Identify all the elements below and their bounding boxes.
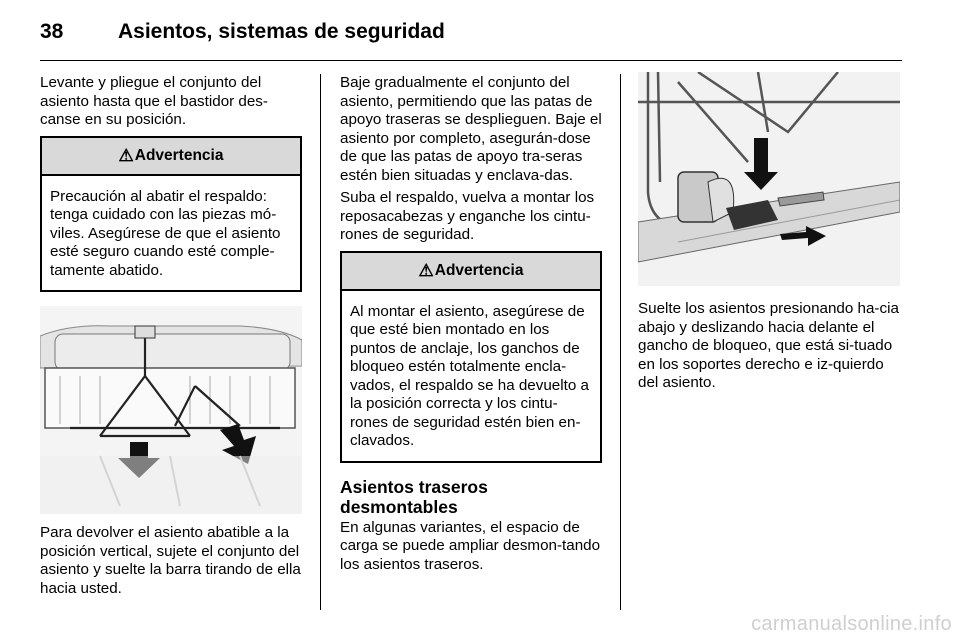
warning-icon: ⚠ xyxy=(418,260,434,280)
warning-box xyxy=(40,136,302,293)
warning-header xyxy=(342,253,600,291)
paragraph: Suba el respaldo, vuelva a montar los reposacabezas y enganche los cintu-rones de seguridad. xyxy=(340,189,595,243)
warning-title: Advertencia xyxy=(434,261,524,279)
warning-title: Advertencia xyxy=(134,146,224,164)
section-heading: Asientos traseros desmontables xyxy=(340,476,488,517)
paragraph: Levante y pliegue el conjunto del asiento hasta que el bastidor des-canse en su posición. xyxy=(40,74,268,128)
paragraph: Baje gradualmente el conjunto del asiento, permitiendo que las patas de apoyo traseras se desplieguen. Baje el asiento por completo, asegurán-dose de que las patas de apoyo tra-seras estén bien situadas y enclava-das. xyxy=(340,74,602,184)
seat-fold-illustration xyxy=(40,306,302,514)
page-title: Asientos, sistemas de seguridad xyxy=(118,20,445,43)
header-divider xyxy=(40,60,902,61)
paragraph: Suelte los asientos presionando ha-cia abajo y deslizando hacia delante el gancho de bloqueo, que está si-tuado en los soportes derecho e iz-quierdo del asiento. xyxy=(638,300,899,391)
watermark: carmanualsonline.info xyxy=(751,613,952,635)
warning-box xyxy=(340,251,602,463)
paragraph: Para devolver el asiento abatible a la posición vertical, sujete el conjunto del asiento y suelte la barra tirando de ella hacia usted. xyxy=(40,524,301,597)
column-left xyxy=(40,74,302,602)
warning-text: Precaución al abatir el respaldo: tenga cuidado con las piezas mó-viles. Asegúrese de que el asiento esté seguro cuando esté comple-tamente abatido. xyxy=(50,187,281,279)
column-middle xyxy=(340,74,604,578)
paragraph: En algunas variantes, el espacio de carga se puede ampliar desmon-tando los asientos traseros. xyxy=(340,518,601,573)
page-number: 38 xyxy=(40,20,64,43)
page-header xyxy=(40,18,900,58)
warning-icon: ⚠ xyxy=(118,145,134,165)
column-divider xyxy=(320,74,321,610)
column-right xyxy=(638,74,900,397)
warning-header xyxy=(42,138,300,176)
warning-text: Al montar el asiento, asegúrese de que esté bien montado en los puntos de anclaje, los ganchos de bloqueo estén totalmente encla-vados, el respaldo se ha devuelto a la posición correcta y los cintu-rones de seguridad estén bien en-clavados. xyxy=(350,302,589,449)
column-divider xyxy=(620,74,621,610)
seat-release-illustration xyxy=(638,72,900,286)
